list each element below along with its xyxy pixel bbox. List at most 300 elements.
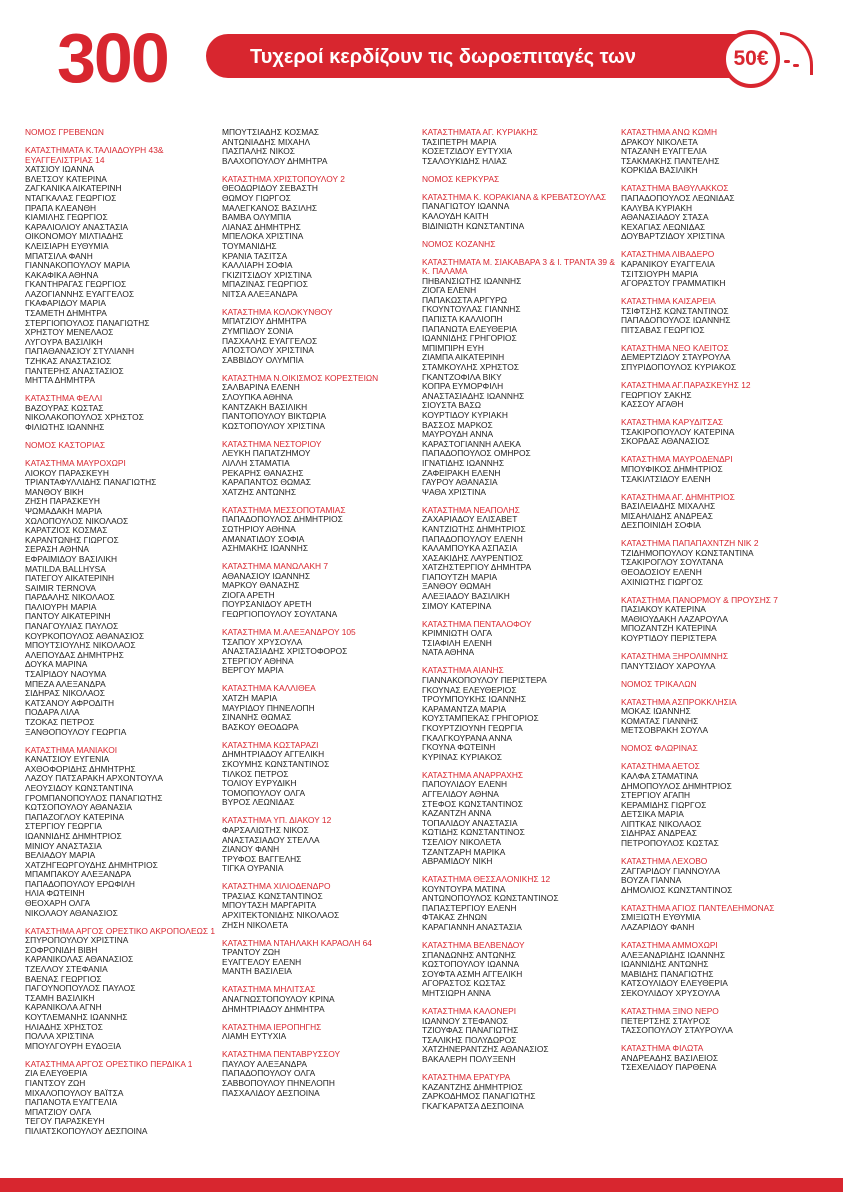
winner-name: ΤΣΕΛΙΟΥ ΝΙΚΟΛΕΤΑ [422,836,502,847]
section-title: ΚΑΤΑΣΤΗΜΑ ΛΕΧΟΒΟ [621,856,708,867]
section-title: ΝΟΜΟΣ ΤΡΙΚΑΛΩΝ [621,678,697,689]
winner-name: ΚΑΡΑΓΙΑΝΝΗ ΑΝΑΣΤΑΣΙΑ [422,922,522,933]
section-title: ΚΑΤΑΣΤΗΜΑ ΠΑΝΟΡΜΟΥ & ΠΡΟΥΣΗΣ 7 [621,594,778,605]
store-section [621,941,821,999]
footer-bar [0,1178,843,1192]
winner-name: ΧΑΤΣΙΟΥ ΙΩΑΝΝΑ [25,164,95,175]
store-section [25,459,225,737]
winner-name: ΖΙΟΓΑ ΕΛΕΝΗ [422,285,477,296]
winner-name: ΚΩΤΙΔΗΣ ΚΩΝΣΤΑΝΤΙΝΟΣ [422,827,525,838]
voucher-amount-badge [722,30,780,88]
store-section [621,184,821,242]
winner-name: ΗΛΙΑ ΦΩΤΕΙΝΗ [25,888,85,899]
winner-name: ΜΑΡΚΟΥ ΘΑΝΑΣΗΣ [222,580,300,591]
section-title: ΚΑΤΑΣΤΗΜΑ ΧΡΙΣΤΟΠΟΥΛΟΥ 2 [222,173,345,184]
winner-name: ΣΟΥΦΤΑ ΑΣΜΗ ΑΓΓΕΛΙΚΗ [422,968,523,979]
section-title: ΚΑΤΑΣΤΗΜΑ ΜΑΥΡΟΔΕΝΔΡΙ [621,454,733,465]
store-section [422,941,622,999]
winner-name: ΧΡΗΣΤΟΥ ΜΕΝΕΛΑΟΣ [25,327,114,338]
winner-name: ΧΩΛΟΠΟΥΛΟΣ ΝΙΚΟΛΑΟΣ [25,515,129,526]
winner-name: ΠΑΓΟΥΝΟΠΟΥΛΟΣ ΠΑΥΛΟΣ [25,983,136,994]
winner-name: ΚΑΛΛΙΑΡΗ ΣΟΦΙΑ [222,260,293,271]
winner-name: ΣΠΥΡΟΠΟΥΛΟΥ ΧΡΙΣΤΙΝΑ [25,935,129,946]
store-section [621,297,821,335]
winner-name: ΝΙΚΟΛΑΚΟΠΟΥΛΟΣ ΧΡΗΣΤΟΣ [25,412,144,423]
section-title: ΚΑΤΑΣΤΗΜΑ ΒΕΛΒΕΝΔΟΥ [422,940,525,951]
store-section [621,1007,821,1036]
winner-name: ΖΥΜΠΙΔΟΥ ΣΟΝΙΑ [222,326,294,337]
section-title: ΚΑΤΑΣΤΗΜΑ Κ. ΚΟΡΑΚΙΑΝΑ & ΚΡΕΒΑΤΣΟΥΛΑΣ [422,191,607,202]
winners-count: 300 [57,19,168,97]
winner-name: ΠΑΠΑΣΤΕΡΓΙΟΥ ΕΛΕΝΗ [422,902,517,913]
winner-name: ΚΕΡΑΜΙΔΗΣ ΓΙΩΡΓΟΣ [621,799,707,810]
winner-name: ΧΑΣΑΚΙΔΗΣ ΛΑΥΡΕΝΤΙΟΣ [422,552,524,563]
winner-name: ΠΑΣΧΑΛΗΣ ΕΥΑΓΓΕΛΟΣ [222,335,318,346]
winner-name: ΜΠΙΜΠΙΡΗ ΕΥΗ [422,342,484,353]
winner-name: ΠΟΥΡΣΑΝΙΔΟΥ ΑΡΕΤΗ [222,599,312,610]
winner-name: ΘΩΜΟΥ ΓΙΩΡΓΟΣ [222,192,291,203]
winner-name: ΠΑΣΧΑΛΙΔΟΥ ΔΕΣΠΟΙΝΑ [222,1087,320,1098]
winner-name: ΤΖΑΝΤΖΑΡΗ ΜΑΡΙΚΑ [422,846,506,857]
winner-name: ΞΑΝΘΟΠΟΥΛΟΥ ΓΕΩΡΓΙΑ [25,726,127,737]
winner-name: ΜΠΑΤΣΙΛΑ ΦΑΝΗ [25,250,93,261]
winner-name: ΚΙΑΜΙΛΗΣ ΓΕΩΡΓΙΟΣ [25,212,108,223]
winner-name: ΛΑΖΟΓΙΑΝΝΗΣ ΕΥΑΓΓΕΛΟΣ [25,288,135,299]
winner-name: ΑΝΤΩΝΙΑΔΗΣ ΜΙΧΑΗΛ [222,136,311,147]
winner-name: ΠΑΠΑΔΟΠΟΥΛΟΣ ΛΕΩΝΙΔΑΣ [621,192,735,203]
winner-name: ΠΑΝΥΤΣΙΔΟΥ ΧΑΡΟΥΛΑ [621,660,716,671]
winner-name: ΜΠΟΥΛΓΟΥΡΗ ΕΥΔΟΞΙΑ [25,1040,122,1051]
winner-name: SAIMIR TERNOVA [25,582,96,593]
winner-name: ΘΕΟΔΩΡΙΔΟΥ ΣΕΒΑΣΤΗ [222,183,318,194]
winner-name: ΚΛΕΙΣΙΑΡΗ ΕΥΘΥΜΙΑ [25,240,109,251]
winner-name: ΝΙΚΟΛΑΟΥ ΑΘΑΝΑΣΙΟΣ [25,907,118,918]
winner-name: ΠΡΑΠΑ ΚΛΕΑΝΘΗ [25,202,97,213]
section-title: ΝΟΜΟΣ ΦΛΩΡΙΝΑΣ [621,743,698,754]
winner-name: ΣΠΥΡΙΔΟΠΟΥΛΟΣ ΚΥΡΙΑΚΟΣ [621,362,737,373]
winner-name: ΙΩΑΝΝΙΔΗΣ ΑΝΤΩΝΗΣ [621,959,709,970]
section-title: ΚΑΤΑΣΤΗΜΑ ΝΕΟ ΚΛΕΙΤΟΣ [621,342,729,353]
winner-name: ΘΕΟΧΑΡΗ ΟΛΓΑ [25,898,91,909]
store-section [222,628,422,676]
winner-name: ΓΙΑΠΟΥΤΖΗ ΜΑΡΙΑ [422,571,498,582]
winner-name: ΔΟΥΒΑΡΤΖΙΔΟΥ ΧΡΙΣΤΙΝΑ [621,231,725,242]
store-section [621,1044,821,1073]
section-title: ΚΑΤΑΣΤΗΜΑ ΚΩΣΤΑΡΑΖΙ [222,739,319,750]
winner-name: ΑΡΧΙΤΕΚΤΟΝΙΔΗΣ ΝΙΚΟΛΑΟΣ [222,910,340,921]
section-title: ΚΑΤΑΣΤΗΜΑ ΙΕΡΟΠΗΓΗΣ [222,1021,322,1032]
winner-name: ΑΘΑΝΑΣΙΟΥ ΙΩΑΝΝΗΣ [222,570,310,581]
winner-name: ΤΡΟΥΜΠΟΥΚΗΣ ΙΩΑΝΝΗΣ [422,694,527,705]
winner-name: ΚΑΛΦΑ ΣΤΑΜΑΤΙΝΑ [621,770,698,781]
store-section [422,506,622,612]
store-section [621,128,821,176]
winner-name: ΚΑΝΤΖΙΩΤΗΣ ΔΗΜΗΤΡΙΟΣ [422,523,526,534]
store-section [422,193,622,231]
winner-name: ΜΠΕΖΑ ΑΛΕΞΑΝΔΡΑ [25,678,106,689]
winner-name: ΑΧΘΟΦΟΡΙΔΗΣ ΔΗΜΗΤΡΗΣ [25,763,136,774]
section-title: ΚΑΤΑΣΤΗΜΑ ΜΑΝΙΑΚΟΙ [25,744,118,755]
store-section [222,308,422,366]
section-title: ΚΑΤΑΣΤΗΜΑ ΘΕΣΣΑΛΟΝΙΚΗΣ 12 [422,874,551,885]
winner-name: ΤΣΑΜΗ ΒΑΣΙΛΙΚΗ [25,992,95,1003]
winner-name: ΚΟΥΡΤΙΔΟΥ ΚΥΡΙΑΚΗ [422,410,508,420]
winner-name: ΣΚΟΥΜΗΣ ΚΩΝΣΤΑΝΤΙΝΟΣ [222,758,330,769]
winner-name: ΚΟΥΣΤΑΜΠΕΚΑΣ ΓΡΗΓΟΡΙΟΣ [422,713,539,724]
winner-name: ΒΑΕΝΑΣ ΓΕΩΡΓΙΟΣ [25,973,102,984]
winner-name: ΤΣΑΚΙΡΟΠΟΥΛΟΥ ΚΑΤΕΡΙΝΑ [621,426,735,437]
store-section [621,381,821,410]
winner-name: ΤΣΑΜΕΤΗ ΔΗΜΗΤΡΑ [25,308,107,319]
store-section [422,666,622,762]
winner-name: ΣΤΕΡΓΙΟΥ ΑΘΗΝΑ [222,655,294,666]
winner-name: ΠΑΝΤΕΡΗΣ ΑΝΑΣΤΑΣΙΟΣ [25,365,124,376]
winner-name: ΚΟΥΡΚΟΠΟΥΛΟΣ ΑΘΑΝΑΣΙΟΣ [25,630,145,641]
winners-column-2 [222,128,422,1107]
winner-name: ΚΑΛΟΥΔΗ ΚΑΙΤΗ [422,210,489,221]
winner-name: ΒΑΣΣΟΣ ΜΑΡΚΟΣ [422,419,493,430]
winner-name: ΓΡΟΜΠΑΝΟΠΟΥΛΟΣ ΠΑΝΑΓΙΩΤΗΣ [25,792,163,803]
winner-name: ΠΑΣΠΑΛΗΣ ΝΙΚΟΣ [222,146,295,157]
store-section [25,394,225,432]
winner-name: ΑΝΑΣΤΑΣΙΑΔΗΣ ΙΩΑΝΝΗΣ [422,390,525,401]
winner-name: ΑΝΔΡΕΑΔΗΣ ΒΑΣΙΛΕΙΟΣ [621,1052,719,1063]
winner-name: ΑΛΕΞΙΑΔΟΥ ΒΑΣΙΛΙΚΗ [422,591,510,602]
winner-name: ΑΝΑΓΝΩΣΤΟΠΟΥΛΟΥ ΚΡΙΝΑ [222,993,335,1004]
winner-name: ΚΟΥΤΛΕΜΑΝΗΣ ΙΩΑΝΝΗΣ [25,1012,128,1022]
section-title: ΚΑΤΑΣΤΗΜΑ ΑΡΓΟΣ ΟΡΕΣΤΙΚΟ ΑΚΡΟΠΟΛΕΩΣ 1 [25,925,216,936]
winner-name: ΜΗΤΣΙΩΡΗ ΑΝΝΑ [422,988,491,998]
section-title: ΚΑΤΑΣΤΗΜΑ ΜΗΛΙΤΣΑΣ [222,984,316,995]
winner-name: ΓΚΑΝΤΗΡΑΓΑΣ ΓΕΩΡΓΙΟΣ [25,279,127,290]
winner-name: ΖΙΟΓΑ ΑΡΕΤΗ [222,589,275,600]
winner-name: ΒΟΥΖΑ ΓΙΑΝΝΑ [621,875,682,886]
store-section [422,771,622,867]
winner-name: ΤΖΙΟΥΦΑΣ ΠΑΝΑΓΙΩΤΗΣ [422,1025,519,1036]
winners-column-1 [25,128,225,1145]
store-section [422,875,622,933]
winner-name: ΠΙΤΣΑΒΑΣ ΓΕΩΡΓΙΟΣ [621,324,705,335]
winner-name: ΚΑΡΑΝΙΚΟΥ ΕΥΑΓΓΕΛΙΑ [621,258,715,269]
winner-name: ΚΟΜΑΤΑΣ ΓΙΑΝΝΗΣ [621,715,699,726]
winner-name: ΛΙΛΛΗ ΣΤΑΜΑΤΙΑ [222,457,290,468]
winner-name: ΠΗΒΑΝΣΙΩΤΗΣ ΙΩΑΝΝΗΣ [422,275,522,286]
winner-name: ΖΙΑ ΕΛΕΥΘΕΡΙΑ [25,1068,88,1079]
winner-name: ΙΓΝΑΤΙΔΗΣ ΙΩΑΝΝΗΣ [422,457,505,468]
winner-name: ΚΑΡΑΝΙΚΟΛΑ ΑΓΝΗ [25,1002,102,1013]
winner-name: ΜΑΝΤΗ ΒΑΣΙΛΕΙΑ [222,966,292,977]
winner-name: ΜΑΛΕΓΚΑΝΟΣ ΒΑΣΙΛΗΣ [222,202,318,213]
winner-name: ΣΙΟΥΣΤΑ ΒΑΣΩ [422,400,482,411]
winner-name: ΓΚΑΦΑΡΙΔΟΥ ΜΑΡΙΑ [25,298,106,309]
winner-name: ΚΥΡΙΝΑΣ ΚΥΡΙΑΚΟΣ [422,751,502,762]
section-title: ΚΑΤΑΣΤΗΜΑ ΠΕΝΤΑΒΡΥΣΣΟΥ [222,1049,341,1060]
header [0,0,843,110]
winner-name: ΠΑΠΑΚΩΣΤΑ ΑΡΓΥΡΩ [422,294,507,305]
section-title: ΚΑΤΑΣΤΗΜΑ ΠΕΝΤΑΛΟΦΟΥ [422,618,532,629]
dash-decoration [784,60,790,63]
winner-name: ΠΑΠΑΖΟΓΛΟΥ ΚΑΤΕΡΙΝΑ [25,811,124,822]
store-section [621,493,821,531]
winner-name: ΣΛΟΥΠΚΑ ΑΘΗΝΑ [222,392,293,403]
section-title: ΚΑΤΑΣΤΗΜΑ ΥΠ. ΔΙΑΚΟΥ 12 [222,815,332,826]
winner-name: ΓΚΟΥΝΑΣ ΕΛΕΥΘΕΡΙΟΣ [422,684,517,695]
winner-name: ΧΑΤΖΗΝΕΡΑΝΤΖΗΣ ΑΘΑΝΑΣΙΟΣ [422,1044,549,1055]
section-title: ΚΑΤΑΣΤΗΜΑ ΝΕΣΤΟΡΙΟΥ [222,438,322,449]
winners-column-4 [621,128,821,1081]
winner-name: ΑΒΡΑΜΙΔΟΥ ΝΙΚΗ [422,856,493,867]
winner-name: ΖΙΑΜΠΑ ΑΙΚΑΤΕΡΙΝΗ [422,352,505,363]
winner-name: ΤΕΓΟΥ ΠΑΡΑΣΚΕΥΗ [25,1116,105,1127]
winner-name: ΦΑΡΣΑΛΙΩΤΗΣ ΝΙΚΟΣ [222,824,309,835]
winner-name: ΠΑΛΙΟΥΡΗ ΜΑΡΙΑ [25,601,97,612]
store-section [621,762,821,848]
winner-name: ΚΟΥΡΤΙΔΟΥ ΠΕΡΙΣΤΕΡΑ [621,633,717,644]
winner-name: ΚΩΤΣΟΠΟΥΛΟΥ ΑΘΑΝΑΣΙΑ [25,802,132,813]
winner-name: ΧΑΤΖΗΣ ΑΝΤΩΝΗΣ [222,486,297,497]
winner-name: ΧΑΤΖΗ ΜΑΡΙΑ [222,693,278,703]
winner-name: ΠΙΛΙΑΤΣΚΟΠΟΥΛΟΥ ΔΕΣΠΟΙΝΑ [25,1125,148,1136]
winner-name: ΑΜΑΝΑΤΙΔΟΥ ΣΟΦΙΑ [222,533,305,544]
winner-name: ΔΗΜΗΤΡΙΑΔΟΥ ΔΗΜΗΤΡΑ [222,1003,325,1014]
winner-name: ΛΙΟΚΟΥ ΠΑΡΑΣΚΕΥΗ [25,467,109,478]
winner-name: ΠΑΝΤΟΠΟΥΛΟΥ ΒΙΚΤΩΡΙΑ [222,411,327,422]
winner-name: ΟΙΚΟΝΟΜΟΥ ΜΙΛΤΙΑΔΗΣ [25,231,124,242]
store-section [621,344,821,373]
winner-name: ΒΑΖΟΥΡΑΣ ΚΩΣΤΑΣ [25,402,104,413]
store-section [25,927,225,1052]
winner-name: ΤΖΗΚΑΣ ΑΝΑΣΤΑΣΙΟΣ [25,356,112,367]
section-title: ΚΑΤΑΣΤΗΜΑΤΑ Κ.ΤΑΛΙΑΔΟΥΡΗ 43& ΕΥΑΓΓΕΛΙΣΤΡΙΑΣ 14 [25,144,164,165]
winner-name: ΚΑΖΑΝΤΖΗ ΑΝΝΑ [422,808,492,819]
winner-name: ΜΠΕΛΟΚΑ ΧΡΙΣΤΙΝΑ [222,231,304,242]
winner-name: ΛΙΑΜΗ ΕΥΤΥΧΙΑ [222,1031,287,1042]
winner-name: ΠΑΝΑΓΟΥΛΙΑΣ ΠΑΥΛΟΣ [25,621,119,632]
store-section [25,128,225,138]
winner-name: ΔΡΑΚΟΥ ΝΙΚΟΛΕΤΑ [621,136,698,147]
winner-name: ΚΑΝΑΤΣΙΟΥ ΕΥΓΕΝΙΑ [25,754,110,765]
winner-name: ΦΙΛΙΩΤΗΣ ΙΩΑΝΝΗΣ [25,422,105,432]
winner-name: ΓΕΩΡΓΙΟΠΟΥΛΟΥ ΣΟΥΛΤΑΝΑ [222,609,338,620]
winner-name: ΣΙΜΟΥ ΚΑΤΕΡΙΝΑ [422,600,492,611]
voucher-amount: 50€ [733,47,769,70]
winner-name: ΠΑΠΑΝΩΤΑ ΕΛΕΥΘΕΡΙΑ [422,323,518,334]
winner-name: ΨΑΘΑ ΧΡΙΣΤΙΝΑ [422,486,486,497]
winner-name: ΚΡΙΜΝΙΩΤΗ ΟΛΓΑ [422,628,492,639]
section-title: ΝΟΜΟΣ ΚΟΖΑΝΗΣ [422,238,496,249]
winner-name: ΚΟΥΝΤΟΥΡΑ ΜΑΤΙΝΑ [422,883,506,894]
store-section [222,1050,422,1098]
winner-name: ΚΑΛΑΜΠΟΥΚΑ ΑΣΠΑΣΙΑ [422,543,518,554]
winner-name: ΚΑΤΣΟΥΛΙΔΟΥ ΕΛΕΥΘΕΡΙΑ [621,978,728,989]
winner-name: ΑΣΗΜΑΚΗΣ ΙΩΑΝΝΗΣ [222,543,309,554]
winner-name: ΙΩΑΝΝΙΔΗΣ ΓΡΗΓΟΡΙΟΣ [422,333,517,344]
store-section [621,698,821,736]
winner-name: ΡΕΚΑΡΗΣ ΘΑΝΑΣΗΣ [222,467,304,478]
winner-name: ΜΠΟΥΤΣΙΑΔΗΣ ΚΟΣΜΑΣ [222,127,319,137]
winner-name: ΚΑΡΑΣΤΟΓΙΑΝΝΗ ΑΛΕΚΑ [422,438,521,449]
winner-name: ΒΑΜΒΑ ΟΛΥΜΠΙΑ [222,212,292,223]
winner-name: ΚΑΣΣΟΥ ΑΓΑΘΗ [621,399,684,410]
section-title: ΚΑΤΑΣΤΗΜΑ ΕΡΑΤΥΡΑ [422,1071,511,1082]
store-section [25,1060,225,1137]
winner-name: ΜΠΟΥΤΑΣΗ ΜΑΡΓΑΡΙΤΑ [222,900,317,911]
winner-name: ΓΕΩΡΓΙΟΥ ΣΑΚΗΣ [621,389,692,400]
store-section [222,175,422,300]
winner-name: ΔΗΜΟΛΙΟΣ ΚΩΝΣΤΑΝΤΙΝΟΣ [621,884,733,895]
winner-name: ΤΡΥΦΟΣ ΒΑΓΓΕΛΗΣ [222,853,302,864]
winner-name: ΕΥΑΓΓΕΛΟΥ ΕΛΕΝΗ [222,956,302,967]
winner-name: ΒΛΕΤΣΟΥ ΚΑΤΕΡΙΝΑ [25,173,107,184]
store-section [222,985,422,1014]
winner-name: ΖΗΣΗ ΝΙΚΟΛΕΤΑ [222,919,289,930]
section-title: ΚΑΤΑΣΤΗΜΑ ΑΕΤΟΣ [621,761,700,772]
winner-name: ΧΑΤΖΗΣΤΕΡΓΙΟΥ ΔΗΜΗΤΡΑ [422,562,532,573]
section-title: ΚΑΤΑΣΤΗΜΑ ΞΙΝΟ ΝΕΡΟ [621,1005,719,1016]
store-section [222,816,422,874]
winner-name: ΜΠΑΤΖΙΟΥ ΟΛΓΑ [25,1106,91,1117]
section-title: ΚΑΤΑΣΤΗΜΑ ΚΑΡΥΔΙΤΣΑΣ [621,417,724,428]
winner-name: ΚΟΡΚΙΔΑ ΒΑΣΙΛΙΚΗ [621,165,698,176]
section-title: ΚΑΤΑΣΤΗΜΑ ΧΙΛΙΟΔΕΝΔΡΟ [222,881,331,892]
winner-name: ΚΕΧΑΓΙΑΣ ΛΕΩΝΙΔΑΣ [621,221,706,232]
winner-name: ΣΙΔΗΡΑΣ ΑΝΔΡΕΑΣ [621,828,697,839]
winner-name: ΒΛΑΧΟΠΟΥΛΟΥ ΔΗΜΗΤΡΑ [222,155,328,166]
store-section [222,440,422,498]
winner-name: ΣΑΒΒΙΔΟΥ ΟΛΥΜΠΙΑ [222,354,304,365]
winner-name: ΜΠΟΥΤΣΙΟΥΛΗΣ ΝΙΚΟΛΑΟΣ [25,640,136,651]
winner-name: ΣΕΡΑΣΗ ΑΘΗΝΑ [25,544,90,555]
section-title: ΚΑΤΑΣΤΗΜΑ ΑΙΑΝΗΣ [422,665,504,676]
winner-name: ΔΗΜΟΠΟΥΛΟΣ ΔΗΜΗΤΡΙΟΣ [621,780,732,791]
section-title: ΚΑΤΑΣΤΗΜΑ ΝΤΑΗΛΑΚΗ ΚΑΡΑΟΛΗ 64 [222,937,372,948]
winner-name: ΚΑΝΤΖΑΚΗ ΒΑΣΙΛΙΚΗ [222,401,308,412]
winner-name: ΠΑΤΕΓΟΥ ΑΙΚΑΤΕΡΙΝΗ [25,573,115,584]
winner-name: ΖΑΓΓΑΡΙΔΟΥ ΓΙΑΝΝΟΥΛΑ [621,865,721,876]
section-title: ΚΑΤΑΣΤΗΜΑ ΑΓ.ΠΑΡΑΣΚΕΥΗΣ 12 [621,380,751,391]
winner-name: ΑΓΟΡΑΣΤΟΣ ΚΩΣΤΑΣ [422,978,506,989]
winner-name: ΒΑΚΑΛΕΡΗ ΠΟΛΥΞΕΝΗ [422,1053,516,1064]
winner-name: ΓΚΑΓΚΑΡΑΤΣΑ ΔΕΣΠΟΙΝΑ [422,1100,524,1111]
winner-name: ΠΑΠΑΔΟΠΟΥΛΟΣ ΙΩΑΝΝΗΣ [621,315,731,326]
winner-name: ΠΑΠΑΝΟΤΑ ΕΥΑΓΓΕΛΙΑ [25,1097,118,1108]
winner-name: ΚΟΣΕΤΖΙΔΟΥ ΕΥΤΥΧΙΑ [422,146,512,157]
winner-name: ΓΚΟΥΝΤΟΥΛΑΣ ΓΙΑΝΝΗΣ [422,304,521,315]
winner-name: ΤΣΕΧΕΛΙΔΟΥ ΠΑΡΘΕΝΑ [621,1062,717,1073]
winner-name: ΠΑΠΙΣΤΑ ΚΑΛΛΙΟΠΗ [422,314,503,325]
winner-name: ΜΑΒΙΔΗΣ ΠΑΝΑΓΙΩΤΗΣ [621,968,714,979]
winner-name: ΠΑΠΑΔΟΠΟΥΛΟΥ ΕΡΩΦΙΛΗ [25,878,135,889]
winner-name: ΚΟΠΡΑ ΕΥΜΟΡΦΙΛΗ [422,381,504,392]
winner-name: ΚΑΚΑΦΙΚΑ ΑΘΗΝΑ [25,269,99,280]
store-section [621,652,821,671]
section-title: ΚΑΤΑΣΤΗΜΑ ΞΗΡΟΛΙΜΝΗΣ [621,651,729,662]
winner-name: ΖΑΧΑΡΙΑΔΟΥ ΕΛΙΣΑΒΕΤ [422,514,518,525]
winner-name: ΜΠΟΖΑΝΤΖΗ ΚΑΤΕΡΙΝΑ [621,623,717,634]
winner-name: ΜΑΘΙΟΥΔΑΚΗ ΛΑΖΑΡΟΥΛΑ [621,613,728,624]
winner-name: ΒΥΡΟΣ ΛΕΩΝΙΔΑΣ [222,797,295,808]
dash-decoration [793,64,799,67]
winner-name: ΣΩΤΗΡΙΟΥ ΑΘΗΝΑ [222,523,296,534]
section-title: ΚΑΤΑΣΤΗΜΑ ΝΕΑΠΟΛΗΣ [422,504,520,515]
section-title: ΚΑΤΑΣΤΗΜΑ ΑΡΓΟΣ ΟΡΕΣΤΙΚΟ ΠΕΡΔΙΚΑ 1 [25,1058,193,1069]
winner-name: ΠΑΡΔΑΛΗΣ ΝΙΚΟΛΑΟΣ [25,592,115,603]
winner-name: ΠΑΝΑΓΙΩΤΟΥ ΙΩΑΝΝΑ [422,201,510,212]
swoosh-decoration [780,32,813,75]
winner-name: ΤΙΛΚΟΣ ΠΕΤΡΟΣ [222,768,289,779]
winner-name: ΙΩΑΝΝΟΥ ΣΤΕΦΑΝΟΣ [422,1015,508,1026]
winner-name: ΛΥΓΟΥΡΑ ΒΑΣΙΛΙΚΗ [25,336,103,347]
winner-name: ΚΑΤΣΑΝΟΥ ΑΦΡΟΔΙΤΗ [25,697,115,708]
section-title: ΚΑΤΑΣΤΗΜΑ ΑΓΙΟΣ ΠΑΝΤΕΛΕΗΜΟΝΑΣ [621,902,775,913]
winner-name: ΠΕΤΡΟΠΟΥΛΟΣ ΚΩΣΤΑΣ [621,838,719,849]
winner-name: ΑΓΟΡΑΣΤΟΥ ΓΡΑΜΜΑΤΙΚΗ [621,278,726,289]
winner-name: ΜΑΝΘΟΥ ΒΙΚΗ [25,486,84,497]
winner-name: ΠΑΥΛΟΥ ΑΛΕΞΑΝΔΡΑ [222,1058,307,1069]
section-title: ΚΑΤΑΣΤΗΜΑ ΜΕΣΣΟΠΟΤΑΜΙΑΣ [222,504,346,515]
section-title: ΚΑΤΑΣΤΗΜΑ ΑΣΠΡΟΚΚΛΗΣΙΑ [621,696,737,707]
winner-name: ΘΕΟΔΟΣΙΟΥ ΕΛΕΝΗ [621,567,702,578]
winner-name: ΣΙΝΑΝΗΣ ΘΩΜΑΣ [222,712,292,723]
winner-name: ΜΑΥΡΙΔΟΥ ΠΗΝΕΛΟΠΗ [222,702,315,713]
winner-name: ΓΙΑΝΝΑΚΟΠΟΥΛΟΥ ΠΕΡΙΣΤΕΡΑ [422,675,547,686]
winner-name: ΚΩΣΤΟΠΟΥΛΟΥ ΧΡΙΣΤΙΝΑ [222,420,325,431]
winner-name: ΖΗΣΗ ΠΑΡΑΣΚΕΥΗ [25,496,100,507]
store-section [621,418,821,447]
winner-name: ΤΟΜΟΠΟΥΛΟΥ ΟΛΓΑ [222,787,306,798]
winner-name: ΒΙΔΙΝΙΩΤΗ ΚΩΝΣΤΑΝΤΙΝΑ [422,220,525,231]
winner-name: ΤΣΑΠΟΥ ΧΡΥΣΟΥΛΑ [222,636,303,647]
winner-name: ΒΕΡΓΟΥ ΜΑΡΙΑ [222,665,284,676]
section-title: ΚΑΤΑΣΤΗΜΑΤΑ ΑΓ. ΚΥΡΙΑΚΗΣ [422,127,538,137]
winner-name: ΤΟΠΑΛΙΔΟΥ ΑΝΑΣΤΑΣΙΑ [422,817,518,828]
winner-name: ΒΑΣΚΟΥ ΘΕΟΔΩΡΑ [222,721,299,732]
winner-name: ΤΟΛΙΟΥ ΕΥΡΥΔΙΚΗ [222,778,297,789]
section-title: ΝΟΜΟΣ ΓΡΕΒΕΝΩΝ [25,127,104,137]
winner-name: ΓΑΥΡΟΥ ΑΘΑΝΑΣΙΑ [422,477,498,488]
store-section [621,904,821,933]
winner-name: ΣΜΙΞΙΩΤΗ ΕΥΘΥΜΙΑ [621,912,701,923]
winner-name: ΠΑΠΑΔΟΠΟΥΛΟΥ ΕΛΕΝΗ [422,533,523,544]
store-section [422,175,622,185]
store-section [422,240,622,250]
section-title: ΝΟΜΟΣ ΚΑΣΤΟΡΙΑΣ [25,439,106,450]
winner-name: ΚΑΛΥΒΑ ΚΥΡΙΑΚΗ [621,202,693,213]
winner-name: ΑΓΓΕΛΙΔΟΥ ΑΘΗΝΑ [422,788,499,799]
winner-name: ΓΚΑΛΓΚΟΥΡΑΝΑ ΑΝΝΑ [422,732,513,743]
store-section [222,506,422,554]
winner-name: ΣΟΦΡΟΝΙΔΗ ΒΙΒΗ [25,944,98,955]
section-title: ΚΑΤΑΣΤΗΜΑ ΚΟΛΟΚΥΝΘΟΥ [222,306,333,317]
winner-name: ΣΤΕΡΓΙΟΥ ΓΕΩΡΓΙΑ [25,821,102,832]
winner-name: ΖΑΡΚΟΔΗΜΟΣ ΠΑΝΑΓΙΩΤΗΣ [422,1091,536,1102]
store-section [25,746,225,919]
winner-name: ΔΕΜΕΡΤΖΙΔΟΥ ΣΤΑΥΡΟΥΛΑ [621,352,731,363]
winner-name: ΚΑΡΑΠΑΝΤΟΣ ΘΩΜΑΣ [222,477,311,488]
winner-name: ΖΑΓΚΑΝΙΚΑ ΑΙΚΑΤΕΡΙΝΗ [25,183,122,194]
section-title: ΚΑΤΑΣΤΗΜΑ ΚΑΛΟΝΕΡΙ [422,1005,517,1016]
winner-name: ΣΠΑΝΔΩΝΗΣ ΑΝΤΩΝΗΣ [422,949,516,960]
winner-name: ΜΠΟΥΦΙΚΟΣ ΔΗΜΗΤΡΙΟΣ [621,463,723,474]
store-section [222,128,422,166]
winner-name: ΜΙΝΙΟΥ ΑΝΑΣΤΑΣΙΑ [25,840,102,851]
winner-name: ΓΙΑΝΝΑΚΟΠΟΥΛΟΥ ΜΑΡΙΑ [25,260,130,271]
winner-name: ΤΡΑΝΤΟΥ ΖΩΗ [222,947,281,958]
winner-name: ΓΚΙΖΙΤΣΙΔΟΥ ΧΡΙΣΤΙΝΑ [222,269,312,280]
winner-name: ΤΖΟΚΑΣ ΠΕΤΡΟΣ [25,717,95,727]
winner-name: ΜΙΧΑΛΟΠΟΥΛΟΥ ΒΑΪΤΣΑ [25,1087,124,1098]
store-section [422,620,622,658]
